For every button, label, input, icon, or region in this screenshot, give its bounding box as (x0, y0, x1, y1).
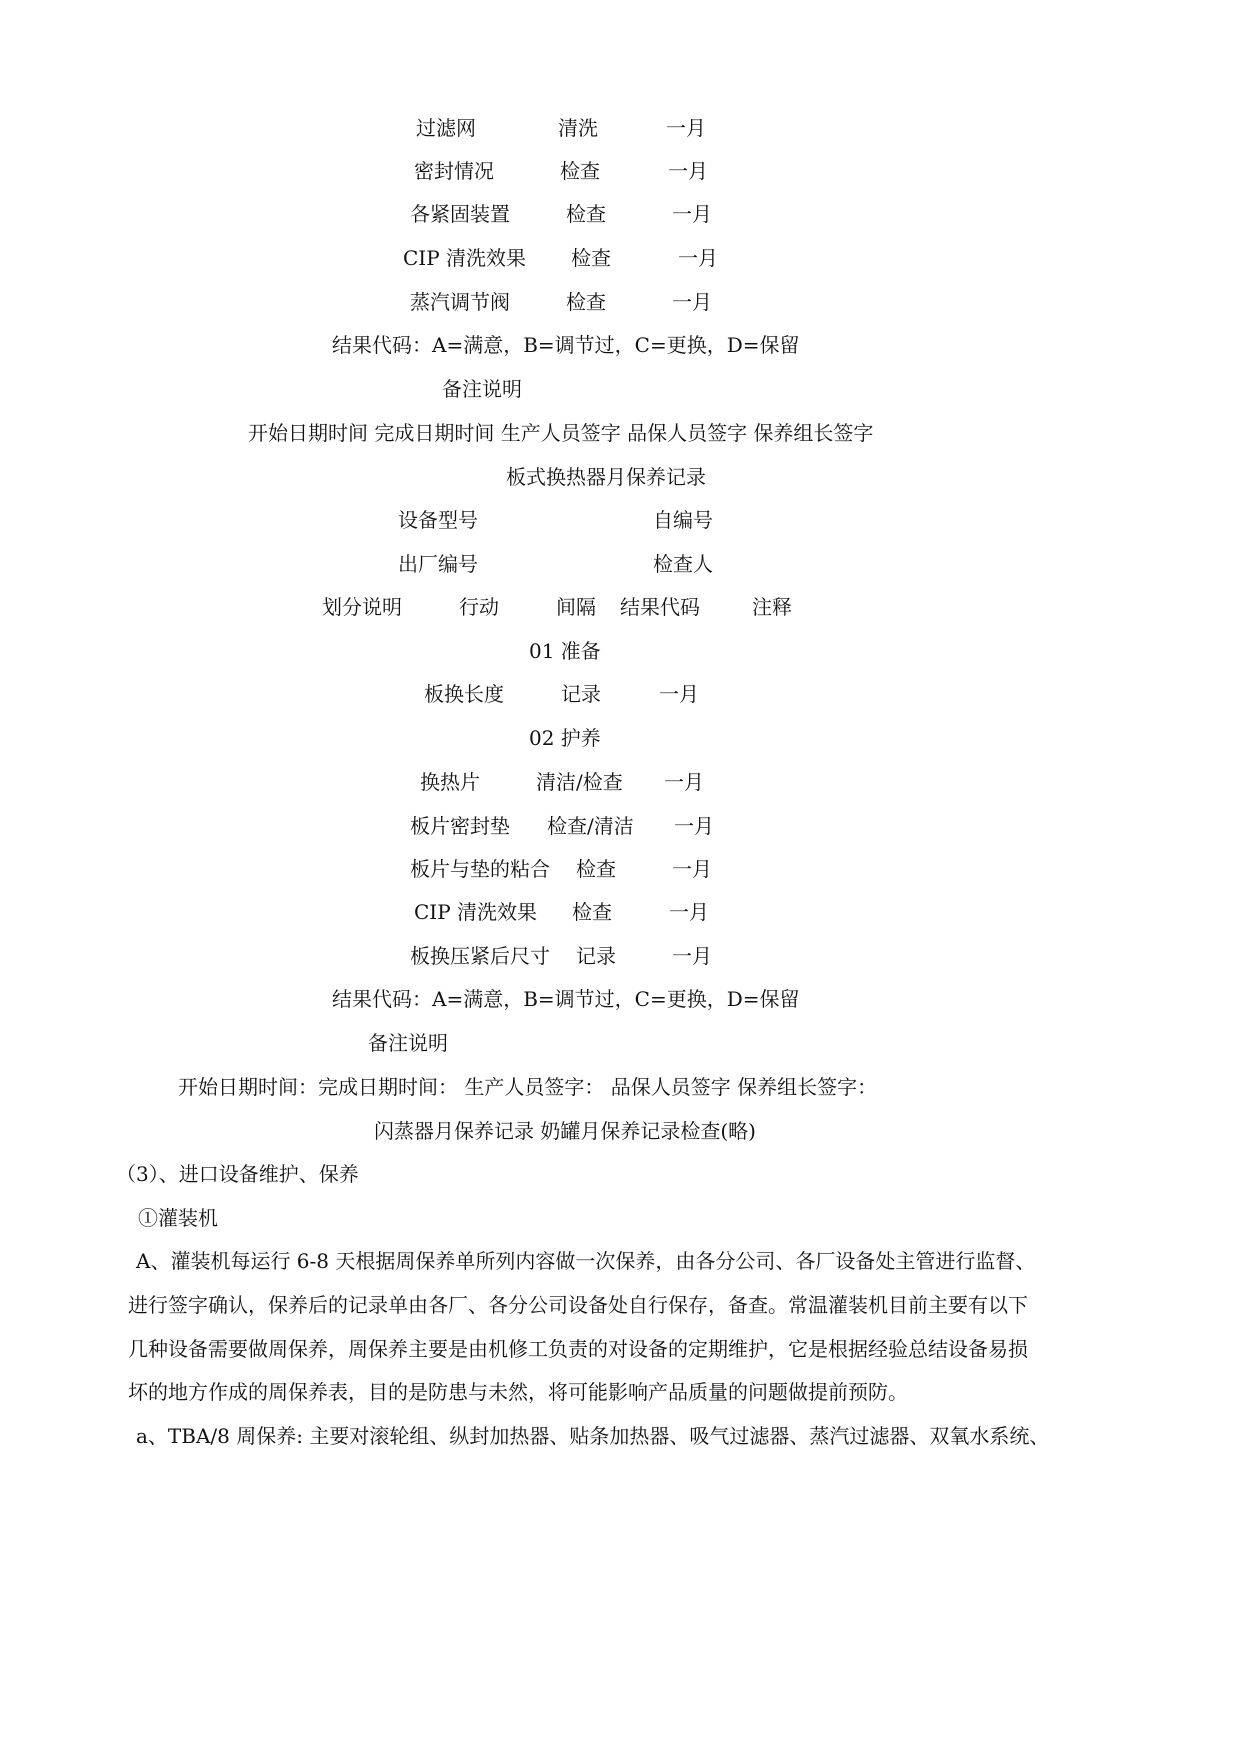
header-action: 行动 (459, 595, 499, 619)
item-name: 密封情况 (414, 159, 494, 183)
header-interval: 间隔 (556, 595, 596, 619)
result-codes: 结果代码：A=满意，B=调节过，C=更换，D=保留 (332, 987, 800, 1011)
section-title: 板式换热器月保养记录 (506, 465, 706, 489)
item-name: CIP 清洗效果 (403, 246, 527, 270)
model-label: 设备型号 (398, 508, 478, 532)
item-interval: 一月 (672, 857, 712, 881)
item-interval: 一月 (672, 290, 712, 314)
section-heading: （3）、进口设备维护、保养 (116, 1162, 359, 1186)
item-interval: 一月 (669, 900, 709, 924)
other-records-note: 闪蒸器月保养记录 奶罐月保养记录检查(略) (374, 1119, 756, 1143)
sub-heading: ①灌装机 (138, 1206, 218, 1230)
paragraph-line: 坏的地方作成的周保养表，目的是防患与未然，将可能影响产品质量的问题做提前预防。 (128, 1380, 908, 1404)
item-name: 各紧固装置 (410, 202, 510, 226)
header-result-code: 结果代码 (620, 595, 700, 619)
item-interval: 一月 (664, 770, 704, 794)
signature-line: 开始日期时间 完成日期时间 生产人员签字 品保人员签字 保养组长签字 (248, 421, 874, 445)
item-name: 换热片 (420, 770, 480, 794)
item-interval: 一月 (666, 116, 706, 140)
item-interval: 一月 (672, 944, 712, 968)
paragraph-line: 进行签字确认，保养后的记录单由各厂、各分公司设备处自行保存，备查。常温灌装机目前主要有以下 (128, 1293, 1028, 1317)
item-action: 清洗 (558, 116, 598, 140)
item-interval: 一月 (672, 202, 712, 226)
item-name: 过滤网 (416, 116, 476, 140)
paragraph-line: A、灌装机每运行 6-8 天根据周保养单所列内容做一次保养，由各分公司、各厂设备处主管进行监督、 (136, 1249, 1036, 1273)
remarks-label: 备注说明 (442, 377, 522, 401)
item-interval: 一月 (668, 159, 708, 183)
result-codes: 结果代码：A=满意，B=调节过，C=更换，D=保留 (332, 333, 800, 357)
item-action: 记录 (576, 944, 616, 968)
item-action: 检查/清洁 (547, 814, 634, 838)
item-name: 板换长度 (424, 682, 504, 706)
item-action: 检查 (571, 246, 611, 270)
item-name: 板换压紧后尺寸 (410, 944, 550, 968)
item-name: 板片与垫的粘合 (410, 857, 550, 881)
section-care: 02 护养 (529, 726, 601, 750)
item-interval: 一月 (678, 246, 718, 270)
item-action: 检查 (560, 159, 600, 183)
factory-number-label: 出厂编号 (398, 552, 478, 576)
item-interval: 一月 (674, 814, 714, 838)
signature-line: 开始日期时间：完成日期时间： 生产人员签字： 品保人员签字 保养组长签字： (178, 1075, 878, 1099)
item-name: CIP 清洗效果 (414, 900, 538, 924)
item-action: 检查 (566, 290, 606, 314)
item-action: 检查 (566, 202, 606, 226)
inspector-label: 检查人 (653, 552, 713, 576)
item-action: 清洁/检查 (536, 770, 623, 794)
item-action: 记录 (561, 682, 601, 706)
section-prep: 01 准备 (529, 639, 601, 663)
item-action: 检查 (572, 900, 612, 924)
item-name: 板片密封垫 (410, 814, 510, 838)
item-interval: 一月 (659, 682, 699, 706)
header-notes: 注释 (752, 595, 792, 619)
item-action: 检查 (576, 857, 616, 881)
paragraph-line: a、TBA/8 周保养: 主要对滚轮组、纵封加热器、贴条加热器、吸气过滤器、蒸汽过滤器、双氧水系统、 (136, 1424, 1050, 1448)
self-number-label: 自编号 (653, 508, 713, 532)
header-description: 划分说明 (322, 595, 402, 619)
paragraph-line: 几种设备需要做周保养，周保养主要是由机修工负责的对设备的定期维护，它是根据经验总结设备易损 (128, 1337, 1028, 1361)
remarks-label: 备注说明 (368, 1031, 448, 1055)
item-name: 蒸汽调节阀 (410, 290, 510, 314)
